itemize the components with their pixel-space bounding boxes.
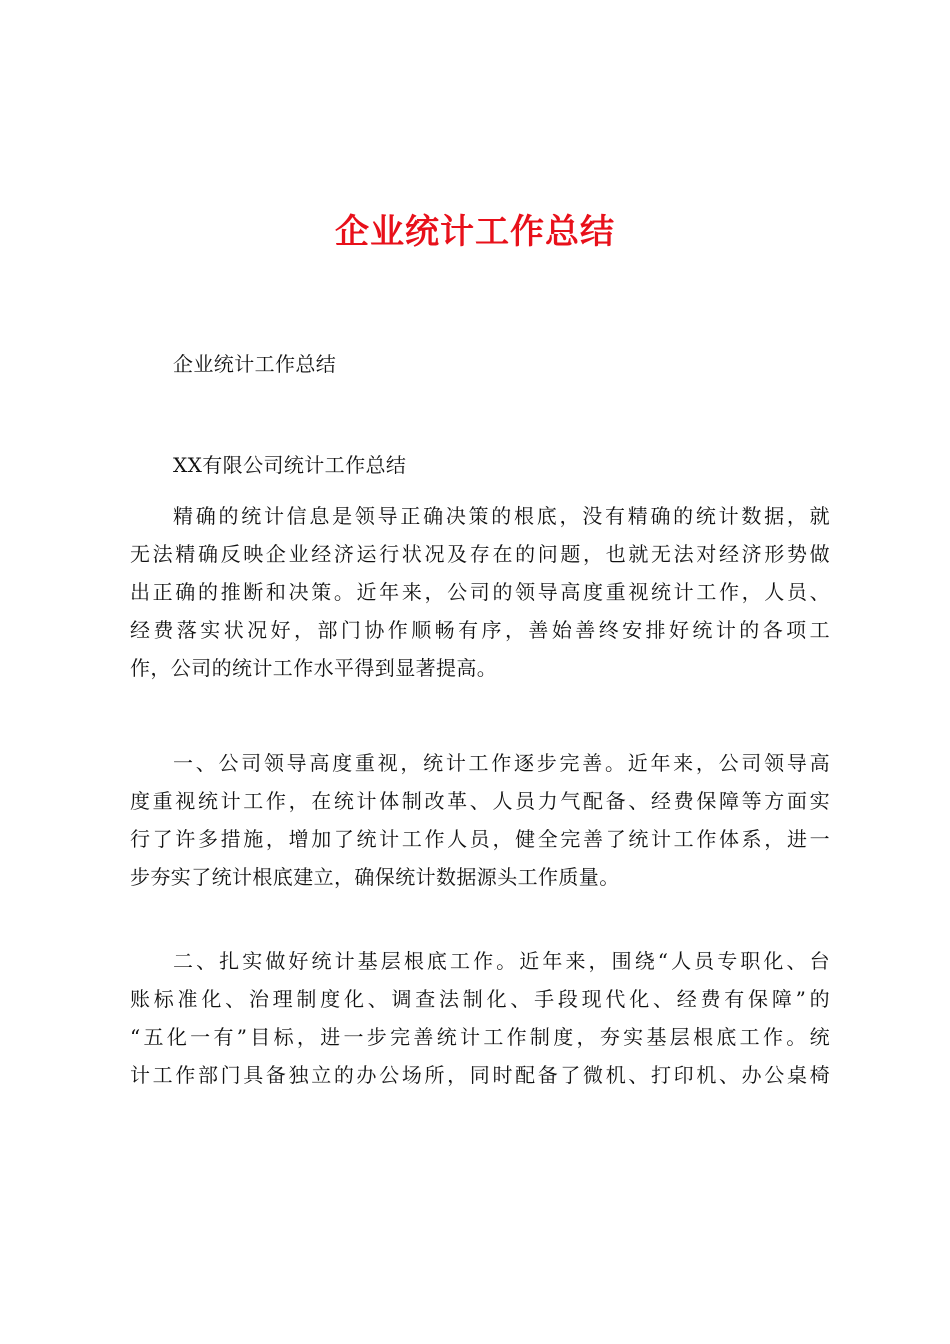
paragraph-1 — [130, 497, 830, 687]
paragraph-line: 计工作部门具备独立的办公场所，同时配备了微机、打印机、办公桌椅 — [130, 1063, 830, 1087]
company-heading-block — [130, 446, 830, 484]
paragraph-line: 行了许多措施，增加了统计工作人员，健全完善了统计工作体系，进一 — [130, 827, 830, 851]
paragraph-line: “五化一有”目标，进一步完善统计工作制度，夯实基层根底工作。统 — [130, 1025, 830, 1049]
paragraph-line: 作，公司的统计工作水平得到显著提高。 — [130, 656, 498, 680]
document-title: 企业统计工作总结 — [335, 212, 615, 252]
paragraph-line: 精确的统计信息是领导正确决策的根底，没有精确的统计数据，就 — [173, 504, 830, 528]
paragraph-line: 二、扎实做好统计基层根底工作。近年来，围绕“人员专职化、台 — [173, 949, 830, 973]
paragraph-line: 出正确的推断和决策。近年来，公司的领导高度重视统计工作，人员、 — [130, 580, 830, 604]
paragraph-line: 账标准化、治理制度化、调查法制化、手段现代化、经费有保障”的 — [130, 987, 830, 1011]
paragraph-2 — [130, 744, 830, 896]
document-subtitle: 企业统计工作总结 — [173, 352, 337, 376]
paragraph-line: 步夯实了统计根底建立，确保统计数据源头工作质量。 — [130, 865, 620, 889]
paragraph-line: 经费落实状况好，部门协作顺畅有序，善始善终安排好统计的各项工 — [130, 618, 830, 642]
paragraph-line: 无法精确反映企业经济运行状况及存在的问题，也就无法对经济形势做 — [130, 542, 830, 566]
paragraph-line: 一、公司领导高度重视，统计工作逐步完善。近年来，公司领导高 — [173, 751, 830, 775]
document-subtitle-block — [130, 345, 830, 383]
paragraph-line: 度重视统计工作，在统计体制改革、人员力气配备、经费保障等方面实 — [130, 789, 830, 813]
paragraph-3 — [130, 942, 830, 1094]
company-heading: XX有限公司统计工作总结 — [173, 453, 407, 477]
